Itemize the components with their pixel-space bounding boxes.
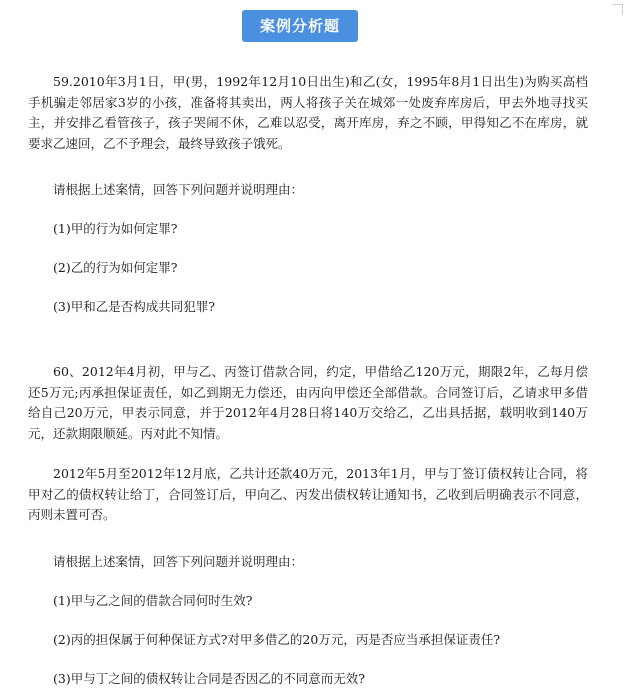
- page-corner-mark: [612, 4, 623, 15]
- case-60-question-2: (2)丙的担保属于何种保证方式?对甲多借乙的20万元，丙是否应当承担保证责任?: [53, 631, 501, 647]
- section-title-badge: 案例分析题: [242, 10, 358, 42]
- case-60-prompt: 请根据上述案情，回答下列问题并说明理由：: [53, 553, 304, 569]
- case-59-question-1: (1)甲的行为如何定罪?: [53, 221, 178, 236]
- case-59-question-2: (2)乙的行为如何定罪?: [53, 260, 178, 275]
- document-content: [28, 72, 588, 689]
- case-59-body: 59.2010年3月1日，甲(男，1992年12月10日出生)和乙(女，1995年8月1日出生)为购买高档手机骗走邻居家3岁的小孩，准备将其卖出，两人将孩子关在城郊一处废弃库房后，甲去外地寻找买主，并安排乙看管孩子，孩子哭闹不休，乙难以忍受，离开库房，弃之不顾，甲得知乙不在库房，就要求乙速回，乙不予理会，最终导致孩子饿死。: [28, 74, 588, 151]
- case-60-body-1: 60、2012年4月初，甲与乙、丙签订借款合同，约定，甲借给乙120万元，期限2年，乙每月偿还5万元;丙承担保证责任，如乙到期无力偿还，由丙向甲偿还全部借款。合同签订后，乙请求甲多借给自己20万元，甲表示同意，并于2012年4月28日将140万交给乙，乙出具括据，载明收到140万元，还款期限顺延。丙对此不知情。: [28, 364, 588, 441]
- case-60-question-3: (3)甲与丁之间的债权转让合同是否因乙的不同意而无效?: [53, 670, 365, 686]
- case-60-question-1: (1)甲与乙之间的借款合同何时生效?: [53, 592, 253, 608]
- case-59-question-3: (3)甲和乙是否构成共同犯罪?: [53, 299, 215, 314]
- case-59-prompt: 请根据上述案情，回答下列问题并说明理由：: [53, 182, 304, 197]
- case-60-body-2: 2012年5月至2012年12月底，乙共计还款40万元，2013年1月，甲与丁签订债权转让合同，将甲对乙的债权转让给丁，合同签订后，甲向乙、丙发出债权转让通知书，乙收到后明确表示不同意，丙则未置可否。: [28, 466, 588, 522]
